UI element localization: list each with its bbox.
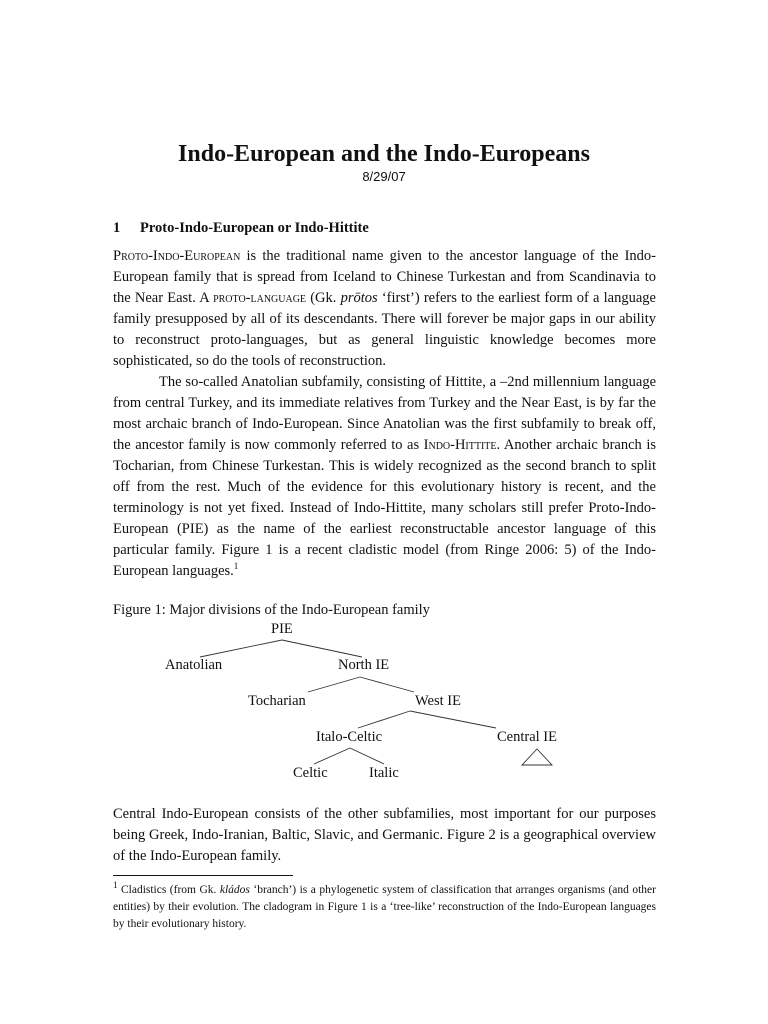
edge-west-ie-italo-celtic (358, 711, 410, 728)
document-title: Indo-European and the Indo-Europeans (178, 141, 590, 167)
paragraph-2-text-1: The so-called Anatolian subfamily, consisting of Hittite, a –2nd millennium language from central Turkey, and its immediate relatives from Turkey and the Near East, is by far the most archaic branch of Indo-European. Since Anatolian was the first subfamily to break off, the ancestor family is now commonly referred to as (113, 374, 656, 453)
edge-italo-celtic-celtic (314, 748, 350, 764)
term-indo-hittite: Indo-Hittite (423, 437, 497, 453)
section-number: 1 (113, 220, 121, 236)
figure-caption: Figure 1: Major divisions of the Indo-European family (113, 602, 430, 618)
edge-north-ie-tocharian (308, 677, 360, 692)
paragraph-2-text-2: . Another archaic branch is Tocharian, from Chinese Turkestan. This is widely recognized as the second branch to split off from the rest. Much of the evidence for this evolutionary history is recent, and the terminology is not yet fixed. Instead of Indo-Hittite, many scholars still prefer Proto-Indo-European (PIE) as the name of the earliest reconstructable ancestor language of this particular family. Figure 1 is a recent cladistic model (from Ringe 2006: 5) of the Indo-European languages. (113, 437, 657, 579)
footnote-text-1: Cladistics (from Gk. (117, 884, 220, 896)
node-pie: PIE (271, 621, 293, 637)
edge-north-ie-west-ie (360, 677, 414, 692)
section-title: Proto-Indo-European or Indo-Hittite (140, 220, 369, 236)
node-italic: Italic (369, 765, 399, 781)
footnote-text-2: ‘branch’) is a phylogenetic system of classification that arranges organisms (and other entities) by their evolution. The cladogram in Figure 1 is a ‘tree-like’ reconstruction of the Indo-European languages by their evolutionary history. (113, 884, 656, 930)
term-proto-language: proto-language (213, 290, 307, 306)
node-tocharian: Tocharian (248, 693, 306, 709)
edge-west-ie-central-ie (410, 711, 496, 728)
edge-italo-celtic-italic (350, 748, 384, 764)
footnote-reference[interactable]: 1 (233, 561, 239, 572)
node-west-ie: West IE (415, 693, 461, 709)
paragraph-1-text-1: is the traditional name given to the ancestor language of the Indo-European family that is spread from Iceland to Chinese Turkestan and from Scandinavia to the Near East. A (113, 248, 656, 306)
node-italo-celtic: Italo-Celtic (316, 729, 383, 745)
paragraph-1-text-3: ‘first’) refers to the earliest form of a language family presupposed by all of its descendants. There will forever be major gaps in our ability to reconstruct proto-languages, but as general linguistic knowledge becomes more sophisticated, so do the tools of reconstruction. (113, 290, 656, 369)
greek-word-protos: prōtos (340, 290, 378, 306)
greek-word-klados: kládos (219, 884, 250, 896)
edge-pie-anatolian (200, 640, 282, 657)
edge-pie-north-ie (282, 640, 362, 657)
node-celtic: Celtic (293, 765, 328, 781)
node-central-ie: Central IE (497, 729, 557, 745)
document-date: 8/29/07 (362, 169, 406, 184)
footnote (113, 882, 656, 933)
node-north-ie: North IE (338, 657, 390, 673)
footnote-divider (113, 875, 293, 876)
footnote-marker: 1 (113, 880, 118, 891)
term-proto-indo-european: Proto-Indo-European (113, 248, 241, 264)
node-anatolian: Anatolian (165, 657, 223, 673)
paragraph-1-text-2: (Gk. (306, 290, 341, 306)
central-ie-triangle (522, 749, 552, 765)
paragraph-3: Central Indo-European consists of the other subfamilies, most important for our purposes being Greek, Indo-Iranian, Baltic, Slavic, and Germanic. Figure 2 is a geographical overview of the Indo-European family. (113, 806, 656, 864)
